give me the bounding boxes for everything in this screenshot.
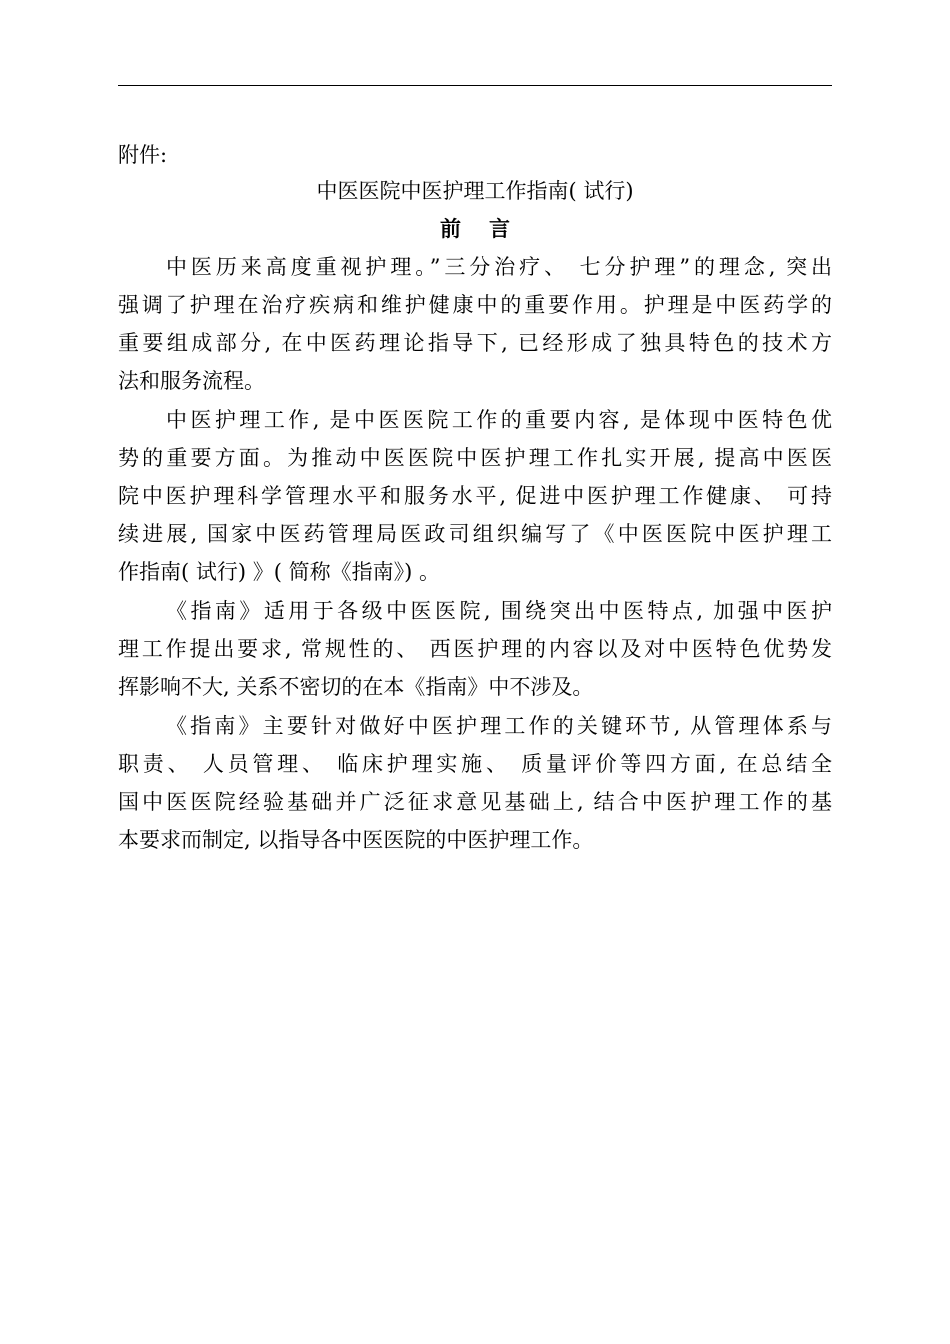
paragraph-line: 作指南( 试行) 》( 简称《指南》) 。 [118, 560, 440, 584]
document-title: 中医医院中医护理工作指南( 试行) [316, 179, 634, 203]
paragraph-line: 《指南》主要针对做好中医护理工作的关键环节, 从管理体系与 [166, 714, 832, 738]
paragraph-line: 国中医医院经验基础并广泛征求意见基础上, 结合中医护理工作的基 [118, 790, 832, 814]
paragraph-line: 挥影响不大, 关系不密切的在本《指南》中不涉及。 [118, 675, 594, 699]
header-rule [118, 85, 832, 86]
paragraph-line: 强调了护理在治疗疾病和维护健康中的重要作用。护理是中医药学的 [118, 293, 832, 317]
paragraph-line: 职责、 人员管理、 临床护理实施、 质量评价等四方面, 在总结全 [118, 752, 832, 776]
paragraph-line: 中医护理工作, 是中医医院工作的重要内容, 是体现中医特色优 [166, 408, 832, 432]
paragraph-line: 重要组成部分, 在中医药理论指导下, 已经形成了独具特色的技术方 [118, 331, 832, 355]
paragraph-line: 院中医护理科学管理水平和服务水平, 促进中医护理工作健康、 可持 [118, 484, 832, 508]
section-heading: 前言 [440, 216, 538, 241]
paragraph-line: 势的重要方面。为推动中医医院中医护理工作扎实开展, 提高中医医 [118, 446, 832, 470]
attachment-label: 附件: [118, 143, 168, 167]
paragraph-line: 法和服务流程。 [118, 369, 265, 393]
paragraph-line: 续进展, 国家中医药管理局医政司组织编写了《中医医院中医护理工 [118, 522, 832, 546]
paragraph-line: 《指南》适用于各级中医医院, 围绕突出中医特点, 加强中医护 [166, 599, 832, 623]
paragraph-line: 理工作提出要求, 常规性的、 西医护理的内容以及对中医特色优势发 [118, 637, 832, 661]
paragraph-line: 中医历来高度重视护理。”三分治疗、 七分护理”的理念, 突出 [166, 255, 832, 279]
paragraph-line: 本要求而制定, 以指导各中医医院的中医护理工作。 [118, 828, 594, 852]
